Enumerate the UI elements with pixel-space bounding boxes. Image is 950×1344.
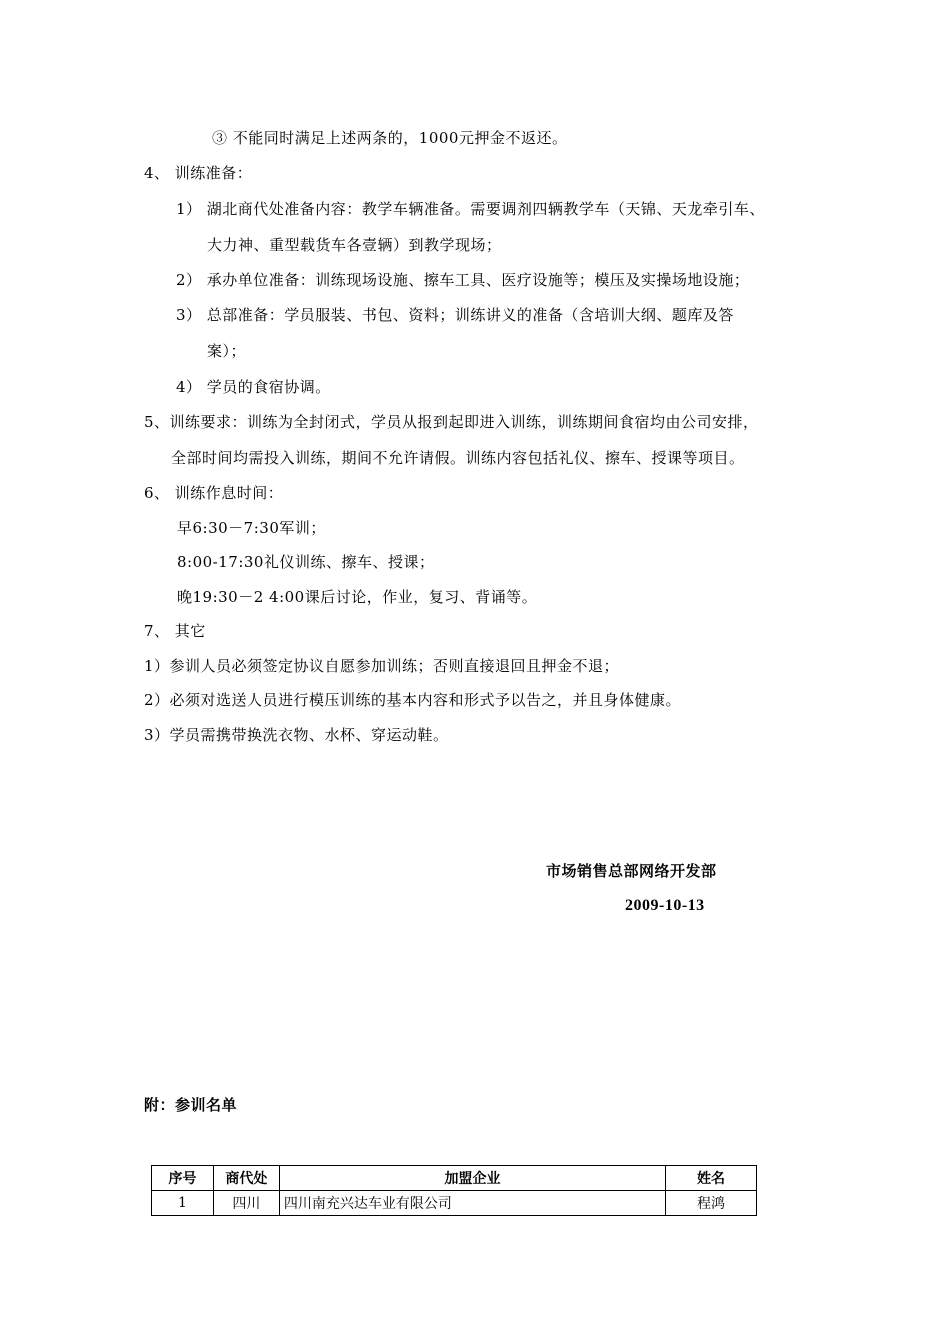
signature-department: 市场销售总部网络开发部	[546, 864, 717, 880]
header-franchise-company: 加盟企业	[279, 1166, 665, 1191]
cell-franchise-company: 四川南充兴达车业有限公司	[279, 1191, 665, 1216]
prep-item-4: 4） 学员的食宿协调。	[176, 378, 331, 396]
section-7-heading: 7、 其它	[144, 622, 206, 640]
schedule-day: 8:00-17:30礼仪训练、擦车、授课；	[177, 553, 435, 571]
prep-item-3-cont: 案）；	[207, 342, 247, 360]
section-5-requirements-cont: 全部时间均需投入训练，期间不允许请假。训练内容包括礼仪、擦车、授课等项目。	[171, 449, 745, 467]
section-6-heading: 6、 训练作息时间：	[144, 484, 284, 502]
header-serial-number: 序号	[152, 1166, 214, 1191]
prep-item-3: 3） 总部准备：学员服装、书包、资料；训练讲义的准备（含培训大纲、题库及答	[176, 306, 734, 324]
prep-item-1: 1） 湖北商代处准备内容：教学车辆准备。需要调剂四辆教学车（天锦、天龙牵引车、	[176, 200, 765, 218]
clause-3-deposit: ③ 不能同时满足上述两条的，1000元押金不返还。	[212, 129, 568, 147]
section-4-heading: 4、 训练准备：	[144, 164, 253, 182]
table-row	[152, 1191, 757, 1216]
cell-name: 程鸿	[666, 1191, 757, 1216]
other-item-1: 1）参训人员必须签定协议自愿参加训练；否则直接退回且押金不退；	[144, 657, 620, 675]
prep-item-2: 2） 承办单位准备：训练现场设施、擦车工具、医疗设施等；模压及实操场地设施；	[176, 271, 750, 289]
table-header-row	[152, 1166, 757, 1191]
header-sales-office: 商代处	[213, 1166, 279, 1191]
other-item-3: 3）学员需携带换洗衣物、水杯、穿运动鞋。	[144, 726, 449, 744]
cell-serial-number: 1	[152, 1191, 214, 1216]
prep-item-1-cont: 大力神、重型载货车各壹辆）到教学现场；	[207, 236, 502, 254]
cell-sales-office: 四川	[213, 1191, 279, 1216]
section-5-requirements: 5、训练要求：训练为全封闭式，学员从报到起即进入训练，训练期间食宿均由公司安排，	[144, 413, 759, 431]
header-name: 姓名	[666, 1166, 757, 1191]
schedule-evening: 晚19:30－2 4:00课后讨论，作业，复习、背诵等。	[177, 588, 538, 606]
signature-date: 2009-10-13	[625, 897, 705, 914]
trainee-roster-table	[151, 1165, 757, 1216]
schedule-morning: 早6:30－7:30军训；	[177, 519, 326, 537]
other-item-2: 2）必须对选送人员进行模压训练的基本内容和形式予以告之，并且身体健康。	[144, 691, 682, 709]
attachment-title: 附：参训名单	[144, 1098, 238, 1114]
